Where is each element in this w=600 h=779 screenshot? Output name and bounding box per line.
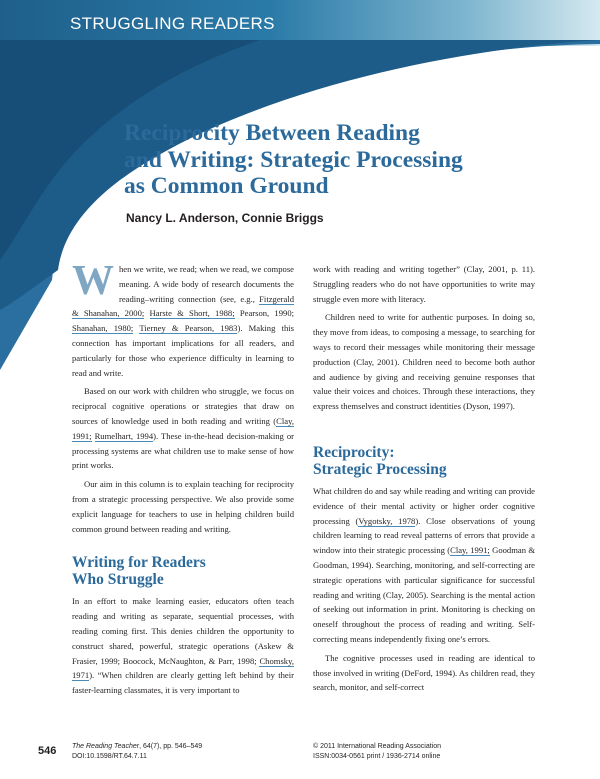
text-run: Based on our work with children who struggle, we focus on reciprocal cognitive operations or strategies that draw on sources of knowledge used in both reading and writing ( (72, 386, 294, 426)
paragraph: work with reading and writing together” (Clay, 2001, p. 11). Struggling readers who do not have opportunities to write may struggle even more with literacy. (313, 264, 535, 304)
paragraph: The cognitive processes used in reading are identical to those involved in writing (DeFord, 1994). As children read, they search, monitor, and self-correct (313, 652, 535, 693)
text-run (144, 308, 149, 318)
section-heading (313, 444, 535, 478)
section-heading (72, 554, 294, 588)
citation-link[interactable]: Tierney & Pearson, 1983 (139, 323, 238, 334)
title-line: as Common Ground (124, 173, 329, 200)
paragraph: Our aim in this column is to explain teaching for reciprocity from a strategic processing perspective. We also provide some explicit language for teachers to use in helping children build common ground between reading and writing. (72, 479, 294, 534)
citation-link[interactable]: Rumelhart, 1994 (94, 430, 154, 441)
article-authors: Nancy L. Anderson, Connie Briggs (126, 211, 324, 225)
article-title (124, 120, 544, 200)
drop-cap: W (72, 258, 114, 304)
paragraph (72, 258, 294, 380)
text-run: In an effort to make learning easier, educators often teach reading and writing as separate, sequential processes, with reading coming first. This denies children the opportunity to construct shared, powerful, strategic operations (Askew & Frasier, 1999; Boocock, McNaughton, & Parr, 1998; (72, 596, 294, 666)
text-run: Goodman & Goodman, 1994). Searching, monitoring, and self-correcting are strategic operations with particular significance for successful reading and writing (Clay, 2005). Searching is the mental action of seeking out information in print. Monitoring is checking on oneself throughout the process of reading and writing. Self-correcting means independently fixing one’s errors. (313, 545, 536, 644)
citation-details: , 64(7), pp. 546–549 (139, 743, 203, 750)
left-column (72, 258, 294, 702)
issn: ISSN:0034-0561 print / 1936-2714 online (313, 753, 441, 760)
citation-link[interactable]: Vygotsky, 1978 (358, 515, 416, 526)
citation-link[interactable]: Clay, 1991; (72, 415, 294, 441)
citation-link[interactable]: Chomsky, 1971 (72, 655, 294, 681)
text-run: ). Close observations of young children learning to read reveal patterns of errors that provide a window into their strategic processing ( (313, 515, 535, 556)
citation-link[interactable]: Clay, 1991; (450, 545, 490, 556)
text-run: ). These in-the-head decision-making or processing systems are what children use to make sense of how print works. (72, 430, 294, 471)
text-run: Pearson, 1990; (234, 308, 294, 319)
citation-line (72, 742, 202, 752)
citation-link[interactable]: Harste & Short, 1988; (149, 308, 235, 319)
text-run: hen we write, we read; when we read, we compose meaning. A wide body of research documents the reading–writing connection (see, e.g., (119, 264, 294, 304)
journal-citation (72, 742, 202, 762)
journal-name: The Reading Teacher (72, 743, 140, 750)
paragraph (313, 484, 535, 647)
heading-line: Reciprocity: (313, 443, 395, 461)
heading-line: Strategic Processing (313, 460, 447, 478)
heading-line: Writing for Readers (72, 554, 206, 572)
copyright: © 2011 International Reading Association (313, 743, 442, 750)
paragraph (72, 384, 294, 473)
title-line: and Writing: Strategic Processing (124, 146, 463, 173)
paragraph (72, 594, 294, 698)
text-run: What children do and say while reading and writing can provide evidence of their mental activity or higher order cognitive processing ( (313, 485, 535, 526)
right-column (313, 262, 535, 699)
text-run: ). Making this connection has important implications for all readers, and particularly for those who experience difficulty in learning to read and write. (72, 323, 294, 378)
section-title: STRUGGLING READERS (70, 14, 275, 33)
text-run: ). “When children are clearly getting left behind by their faster-learning classmates, it is very important to (72, 670, 294, 696)
citation-link[interactable]: Shanahan, 1980; (72, 323, 134, 334)
title-line: Reciprocity Between Reading (124, 120, 420, 146)
doi: DOI:10.1598/RT.64.7.11 (72, 753, 147, 760)
paragraph: Children need to write for authentic purposes. In doing so, they move from ideas, to composing a message, to searching for ways to record their messages while monitoring their message production (Clay, 2001). Children need to become both author and audience by giving and receiving genuine responses that value their voices and choices. Through these interactions, they express themselves and construct identities (Dyson, 1997). (313, 312, 535, 412)
citation-link[interactable]: Fitzgerald & Shanahan, 2000; (72, 293, 294, 319)
page-number: 546 (38, 745, 57, 757)
publisher-info (313, 742, 441, 762)
heading-line: Who Struggle (72, 571, 164, 589)
